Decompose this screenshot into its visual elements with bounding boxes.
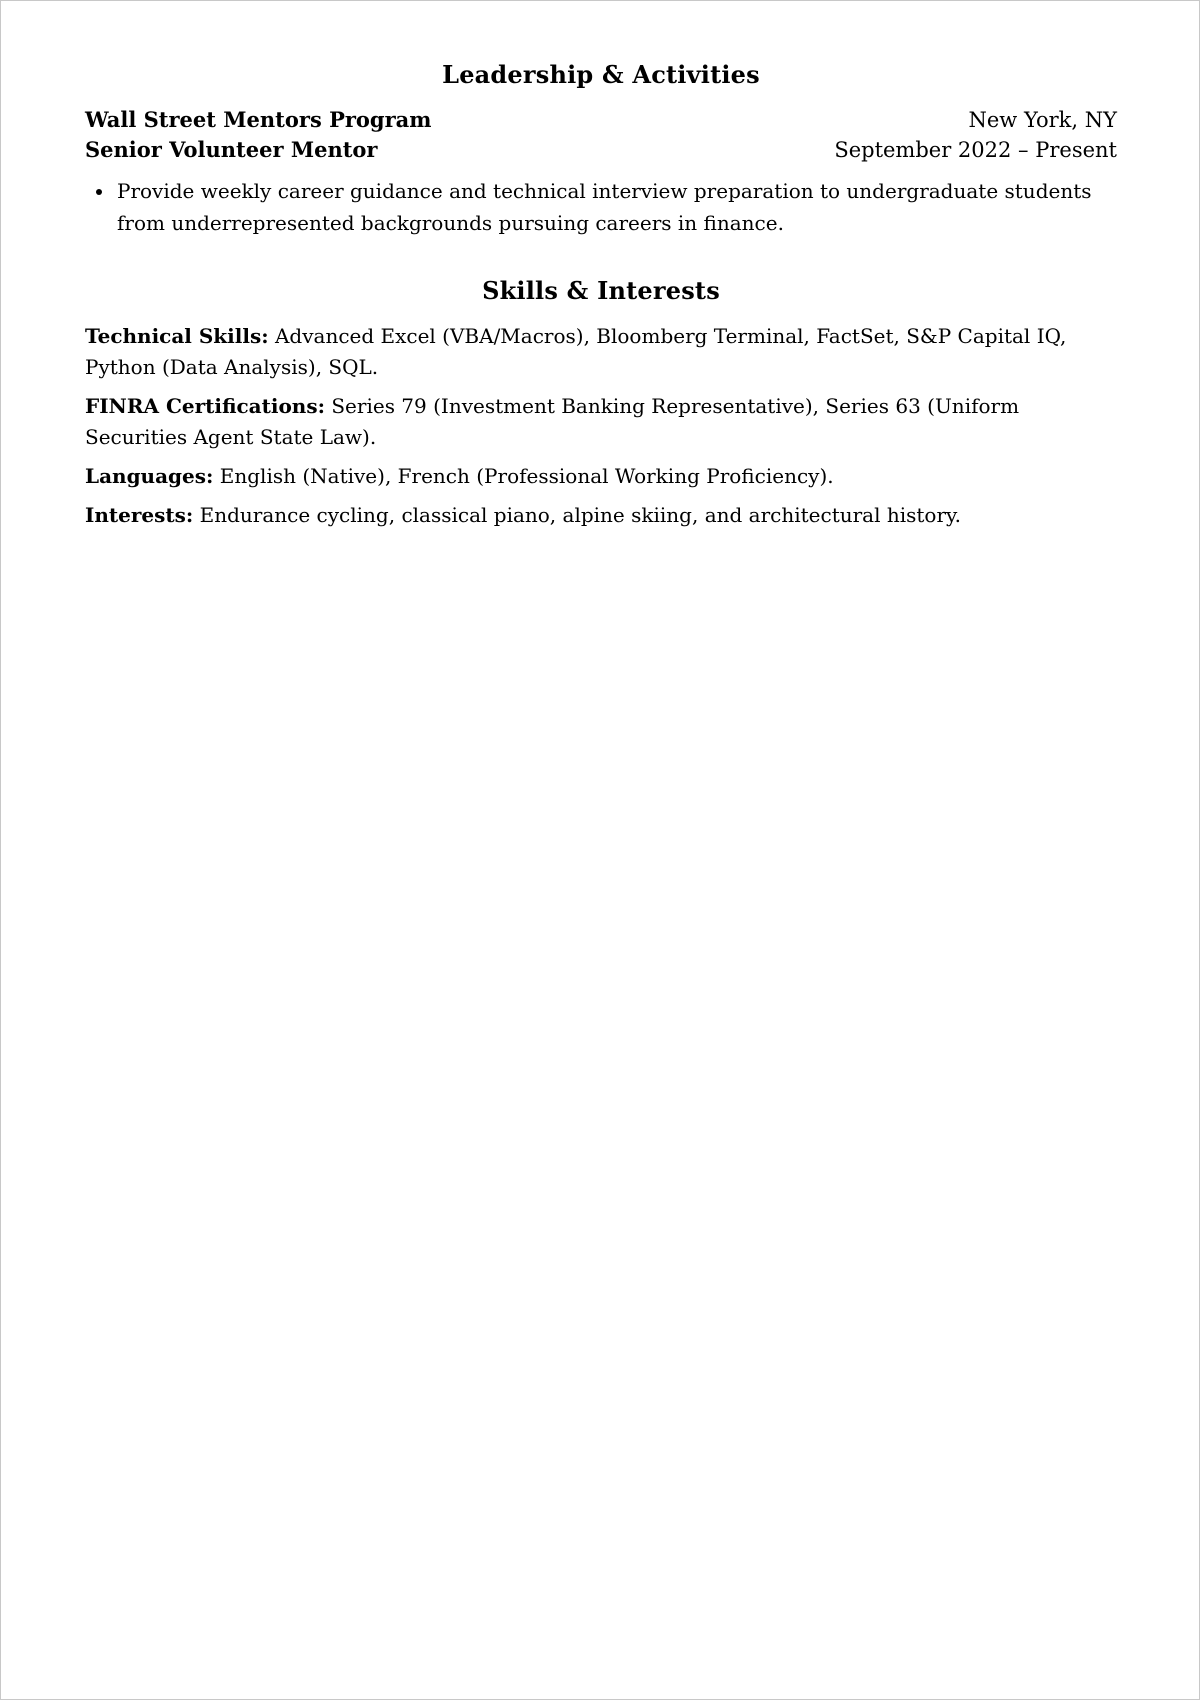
entry-bullet-list bbox=[85, 175, 1117, 239]
skill-label: Interests: bbox=[85, 503, 194, 527]
skill-text: Series 79 (Investment Banking Representative), Series 63 (Uniform Securities Agent State Law). bbox=[85, 394, 1020, 449]
skill-text: Advanced Excel (VBA/Macros), Bloomberg Terminal, FactSet, S&P Capital IQ, Python (Data Analysis), SQL. bbox=[85, 324, 1067, 379]
skills-section-title: Skills & Interests bbox=[482, 276, 720, 305]
organization-name: Wall Street Mentors Program bbox=[85, 107, 432, 132]
entry-dates: September 2022 – Present bbox=[834, 138, 1117, 162]
skill-line-certifications bbox=[85, 391, 1117, 453]
entry-location: New York, NY bbox=[968, 108, 1117, 132]
resume-content bbox=[85, 57, 1117, 539]
skill-line-interests bbox=[85, 500, 1117, 531]
role-title: Senior Volunteer Mentor bbox=[85, 137, 378, 162]
skill-label: Technical Skills: bbox=[85, 324, 269, 348]
skills-list bbox=[85, 321, 1117, 531]
skill-text: Endurance cycling, classical piano, alpine skiing, and architectural history. bbox=[199, 503, 962, 527]
skill-label: FINRA Certifications: bbox=[85, 394, 325, 418]
leadership-entry bbox=[85, 105, 1117, 239]
entry-header-row bbox=[85, 105, 1117, 135]
skill-text: English (Native), French (Professional Working Proficiency). bbox=[219, 464, 834, 488]
skill-label: Languages: bbox=[85, 464, 214, 488]
skill-line-languages bbox=[85, 461, 1117, 492]
leadership-section-title: Leadership & Activities bbox=[442, 60, 760, 89]
entry-role-row bbox=[85, 135, 1117, 165]
skill-line-technical bbox=[85, 321, 1117, 383]
bullet-item: • Provide weekly career guidance and technical interview preparation to undergraduate students from underrepresented backgrounds pursuing careers in finance. bbox=[115, 175, 1117, 239]
